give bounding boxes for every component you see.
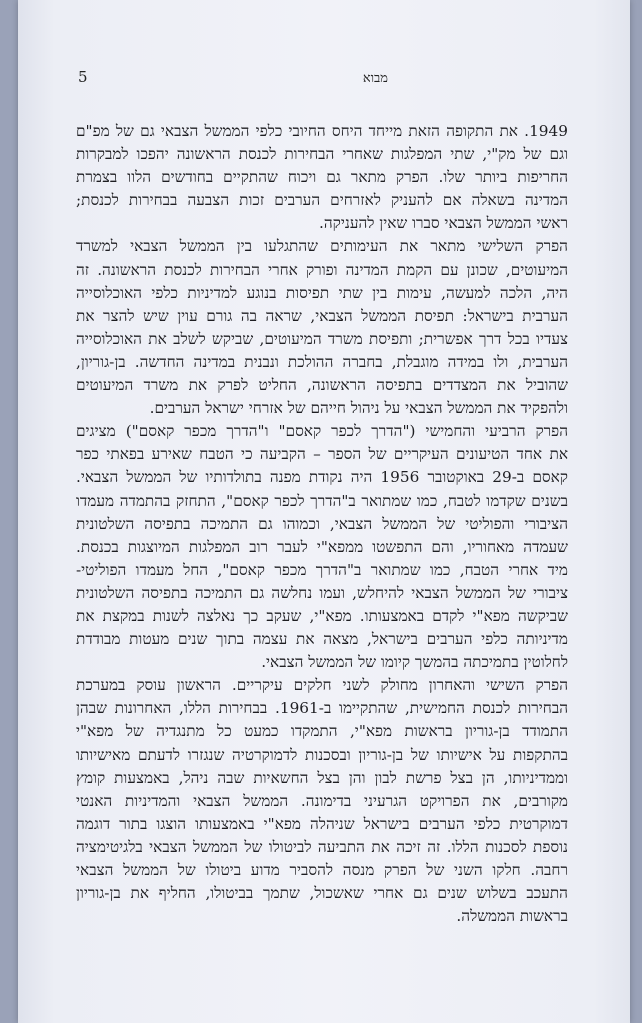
text-line: 1949. את התקופה הזאת מייחד היחס החיובי כלפי הממשל הצבאי גם של מפ"ם [76, 122, 568, 140]
book-page [18, 0, 630, 1023]
text-line: מדיניותה כלפי הערבים בישראל, מצאה את עצמה בתוך שנים מעטות מבודדת [76, 630, 568, 649]
text-line: הפרק השלישי מתאר את העימותים שהתגלעו בין הממשל הצבאי למשרד [76, 237, 568, 256]
text-line: דמוקרטית כלפי הערבים בישראל שניהלה מפא"י באמצעותו הוצגו בתור דוגמה [76, 814, 568, 833]
text-line: הערבית, ולו במידה מוגבלת, בחברה ההולכת ונבנית במדינה החדשה. בן-גוריון, [76, 352, 568, 371]
text-line: את אחד הטיעונים העיקריים של הספר – הקביעה כי הטבח שאירע בפאתי כפר [76, 445, 568, 464]
text-line: הבחירות לכנסת החמישית, שהתקיימו ב-1961. בבחירות הללו, האחרונות שבהן [76, 699, 569, 718]
text-line: הפרק הרביעי והחמישי ("הדרך לכפר קאסם" ו"הדרך מכפר קאסם") מציגים [76, 422, 568, 441]
text-line: שעמדה מאחוריו, והם התפשטו ממפא"י לעבר רוב המפלגות המיוצגות בכנסת. [76, 537, 568, 556]
text-line: שביקשה מפא"י לקדם באמצעותו. מפא"י, שעקב כך נאלצה לשנות במקצת את [76, 606, 568, 625]
text-line: התעכב בשלוש שנים גם אחרי שאשכול, שתמך בביטולו, החליף את בן-גוריון [76, 884, 568, 903]
text-line: נוספת לסכנות הללו. זה זיכה את התביעה לביטולו של הממשל הצבאי בלגיטימציה [76, 837, 568, 856]
text-line: המדינה בשאלה אם להעניק לאזרחים הערבים זכות הצבעה בבחירות לכנסת; [76, 191, 568, 210]
paragraph-4 [76, 674, 568, 928]
text-line: התמודד בן-גוריון בראשות מפא"י, התמקדו כמעט כל מתנגדיה של מפא"י [76, 722, 568, 741]
text-line: החריפות ביותר שלו. הפרק מתאר גם ויכוח שהתקיים בחודשים הלוו בצמרת [76, 168, 568, 187]
text-line: רחבה. חלקו השני של הפרק מנסה להסביר מדוע ביטולו של הממשל הצבאי [76, 861, 568, 879]
text-line: מיד אחרי הטבח, כמו שמתואר ב"הדרך מכפר קאסם", החל מעמדו הפוליטי- [76, 560, 568, 579]
page-number: 5 [78, 68, 88, 86]
text-line: ולהפקיד את הממשל הצבאי על ניהול חייהם של אזרחי ישראל הערבים. [149, 399, 568, 418]
text-line: הפרק השישי והאחרון מחולק לשני חלקים עיקריים. הראשון עוסק במערכת [76, 676, 568, 695]
text-line: מקורבים, את הפרויקט הגרעיני בדימונה. הממשל הצבאי והמדיניות האנטי [76, 791, 568, 810]
paragraph-1 [76, 120, 568, 235]
text-line: צעדיו בכל דרך אפשרית; ותפיסת משרד המיעוטים, שביקש לשלב את האוכלוסייה [76, 329, 568, 348]
page-header [78, 68, 558, 92]
text-line: קאסם ב-29 באוקטובר 1956 היה נקודת מפנה בתולדותיו של הממשל הצבאי. [76, 468, 568, 487]
running-head: מבוא [362, 71, 388, 86]
text-line: היה, הלכה למעשה, עימות בין שתי תפיסות בנוגע למדיניות כלפי האוכלוסייה [76, 283, 568, 302]
paragraph-2 [76, 235, 568, 420]
text-line: ראשי הממשל הצבאי סברו שאין להעניקה. [318, 214, 568, 233]
text-line: שהוביל את המצדדים בתפיסה הראשונה, החליט לפרק את משרד המיעוטים [76, 376, 568, 395]
text-line: המיעוטים, שכונן עם הקמת המדינה ופורק אחרי הבחירות לכנסת הראשונה. זה [76, 260, 568, 279]
text-line: בראשות הממשלה. [456, 907, 568, 926]
text-line: הציבורי והפוליטי של הממשל הצבאי, וכמוהו גם התמיכה בתפיסה השלטונית [76, 514, 568, 533]
text-line: בשנים שקדמו לטבח, כמו שמתואר ב"הדרך לכפר קאסם", התחזק בהתמדה מעמדו [76, 491, 568, 510]
text-line: ציבורי של הממשל הצבאי להיחלש, ועמו נחלשה גם התמיכה בתפיסה השלטונית [76, 583, 568, 602]
text-line: וממדיניותו, הן בצל פרשת לבון והן בצל החשאיות שבה ניהל, באמצעות קומץ [76, 768, 568, 787]
text-line: לחלוטין בתמיכתה בהמשך קיומו של הממשל הצבאי. [261, 653, 568, 672]
text-line: הערבית בישראל: תפיסת הממשל הצבאי, שראה בה גורם עוין שיש להצר את [76, 306, 568, 325]
text-line: וגם של מק"י, שתי המפלגות שאחרי הבחירות לכנסת הראשונה יהפכו למבקרות [76, 145, 568, 164]
text-line: בהתקפות על אישיותו של בן-גוריון ובסכנות לדמוקרטיה שנגזרו לדעתם מאישיותו [76, 745, 568, 764]
body-text [76, 120, 568, 928]
paragraph-3 [76, 420, 568, 674]
